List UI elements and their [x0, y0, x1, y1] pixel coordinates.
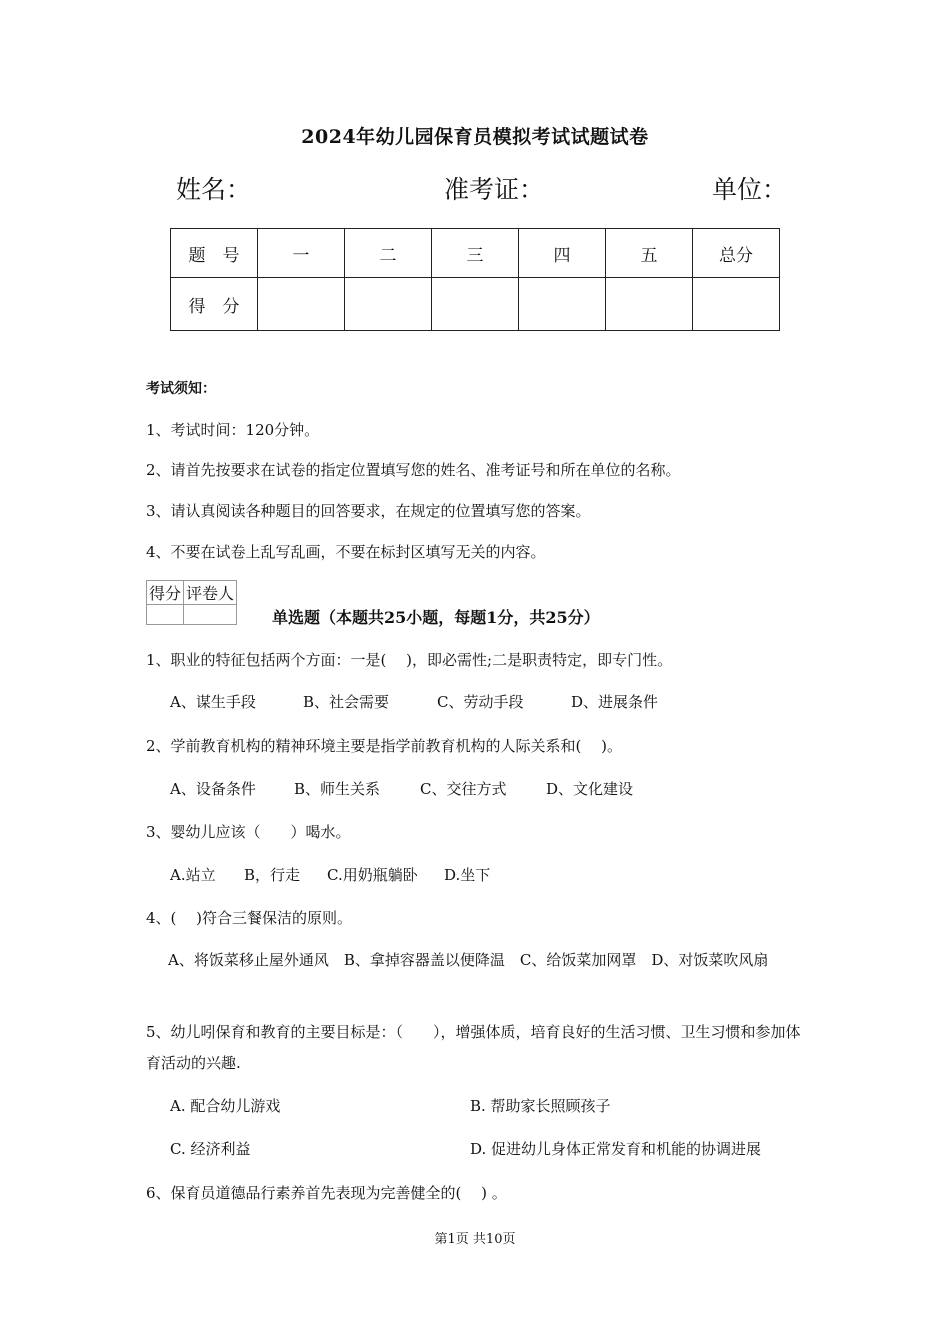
notice-title: 考试须知：: [146, 381, 216, 397]
unit-field-label: 单位：: [712, 175, 788, 204]
score-header-label: 题 号: [171, 229, 258, 278]
score-header-3: 三: [432, 229, 519, 278]
exam-title: 2024年幼儿园保育员模拟考试试题试卷: [301, 126, 649, 148]
question-stem: 4、( )符合三餐保洁的原则。: [146, 909, 353, 927]
question-option: B、师生关系: [294, 780, 381, 798]
question-stem: 1、职业的特征包括两个方面：一是( )，即必需性;二是职责特定，即专门性。: [146, 651, 673, 669]
name-field-label: 姓名：: [176, 175, 252, 204]
question-option: A.站立: [170, 866, 216, 884]
score-cell-total[interactable]: [693, 278, 780, 331]
question-option: C、交往方式: [420, 780, 507, 798]
question-stem: 3、婴幼儿应该（ ）喝水。: [146, 823, 351, 841]
question-stem: 2、学前教育机构的精神环境主要是指学前教育机构的人际关系和( )。: [146, 737, 623, 755]
page-footer: 第1页 共10页: [434, 1232, 516, 1247]
question-stem: 6、保育员道德品行素养首先表现为完善健全的( ) 。: [146, 1184, 507, 1202]
notice-item: 2、请首先按要求在试卷的指定位置填写您的姓名、准考证号和所在单位的名称。: [146, 461, 681, 479]
section-title: 单选题（本题共25小题，每题1分，共25分）: [272, 608, 600, 627]
question-option: B. 帮助家长照顾孩子: [470, 1097, 611, 1115]
score-header-1: 一: [258, 229, 345, 278]
grader-name-label: 评卷人: [184, 581, 237, 605]
grader-score-label: 得分: [147, 581, 184, 605]
notice-item: 3、请认真阅读各种题目的回答要求，在规定的位置填写您的答案。: [146, 502, 591, 520]
question-option: D、进展条件: [571, 693, 659, 711]
question-stem: 5、幼儿吲保育和教育的主要目标是：（ ），增强体质，培育良好的生活习惯、卫生习惯和参加体育活动的兴趣.: [146, 1023, 801, 1072]
score-cell-1[interactable]: [258, 278, 345, 331]
question-option: A、谋生手段: [170, 693, 256, 711]
score-cell-4[interactable]: [519, 278, 606, 331]
question-option: C. 经济利益: [170, 1140, 251, 1158]
question-option: B、社会需要: [303, 693, 390, 711]
score-table: [170, 228, 780, 331]
notice-item: 4、不要在试卷上乱写乱画，不要在标封区填写无关的内容。: [146, 543, 546, 561]
score-cell-5[interactable]: [606, 278, 693, 331]
question-option: D. 促进幼儿身体正常发育和机能的协调进展: [470, 1140, 762, 1158]
score-cell-3[interactable]: [432, 278, 519, 331]
grader-box: [146, 580, 237, 625]
question-option: C、劳动手段: [437, 693, 524, 711]
question-option: C.用奶瓶躺卧: [327, 866, 418, 884]
score-header-total: 总分: [693, 229, 780, 278]
ticket-field-label: 准考证：: [444, 175, 545, 204]
notice-item: 1、考试时间：120分钟。: [146, 421, 320, 439]
score-header-4: 四: [519, 229, 606, 278]
question-option: D、文化建设: [546, 780, 634, 798]
score-row-label: 得 分: [171, 278, 258, 331]
score-header-2: 二: [345, 229, 432, 278]
grader-name-cell[interactable]: [184, 605, 237, 625]
question-options-line: A、将饭菜移止屋外通风 B、拿掉容器盖以便降温 C、给饭菜加网罩 D、对饭菜吹风扇: [168, 951, 769, 969]
score-header-5: 五: [606, 229, 693, 278]
question-option: B，行走: [244, 866, 301, 884]
score-cell-2[interactable]: [345, 278, 432, 331]
question-option: A、设备条件: [170, 780, 256, 798]
question-option: D.坐下: [444, 866, 491, 884]
question-option: A. 配合幼儿游戏: [170, 1097, 281, 1115]
grader-score-cell[interactable]: [147, 605, 184, 625]
